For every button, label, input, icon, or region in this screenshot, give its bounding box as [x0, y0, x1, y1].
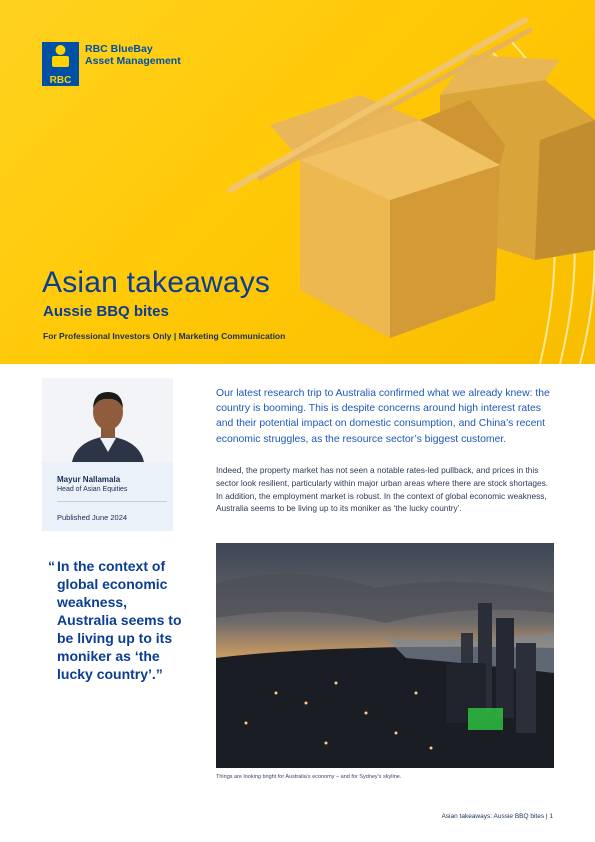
rbc-mark	[42, 72, 79, 86]
page-title: Asian takeaways	[42, 266, 271, 299]
brand-name	[85, 43, 181, 67]
audience-note: For Professional Investors Only | Marketing Communication	[43, 331, 286, 341]
pull-quote	[48, 557, 188, 683]
brand-name-line1: RBC BlueBay	[85, 43, 153, 55]
quote-mark: “	[48, 558, 55, 574]
rbc-logo[interactable]	[42, 42, 181, 86]
hero-banner	[0, 0, 595, 364]
brand-name-line2: Asset Management	[85, 55, 181, 67]
card-divider	[57, 501, 167, 502]
sydney-skyline-photo	[216, 543, 554, 768]
author-role: Head of Asian Equities	[57, 486, 128, 493]
lead-paragraph: Our latest research trip to Australia confirmed what we already knew: the country is booming. This is despite concerns around high interest rates and their potential impact on domestic consumption, and China’s recent economic struggles, as the resource sector’s biggest customer.	[216, 388, 550, 445]
page-footer: Asian takeaways: Aussie BBQ bites | 1	[441, 813, 553, 820]
author-name: Mayur Nallamala	[57, 475, 121, 484]
page-subtitle: Aussie BBQ bites	[43, 303, 169, 320]
publish-date: Published June 2024	[57, 513, 128, 522]
author-card	[42, 378, 173, 531]
svg-text:RBC: RBC	[49, 75, 72, 86]
body-paragraph: Indeed, the property market has not seen a notable rates-led pullback, and prices in this sector look resilient, particularly within major urban areas where there are stock shortages. In addition, the employment market is robust. In the context of global economic weakness, Australia seems to be living up to its moniker as ‘the lucky country’.	[216, 465, 549, 514]
quote-text: In the context of global economic weakness, Australia seems to be living up to its moniker as ‘the lucky country’.”	[57, 558, 182, 682]
author-portrait	[42, 378, 173, 462]
photo-caption: Things are looking bright for Australia’s economy – and for Sydney’s skyline.	[216, 774, 402, 780]
